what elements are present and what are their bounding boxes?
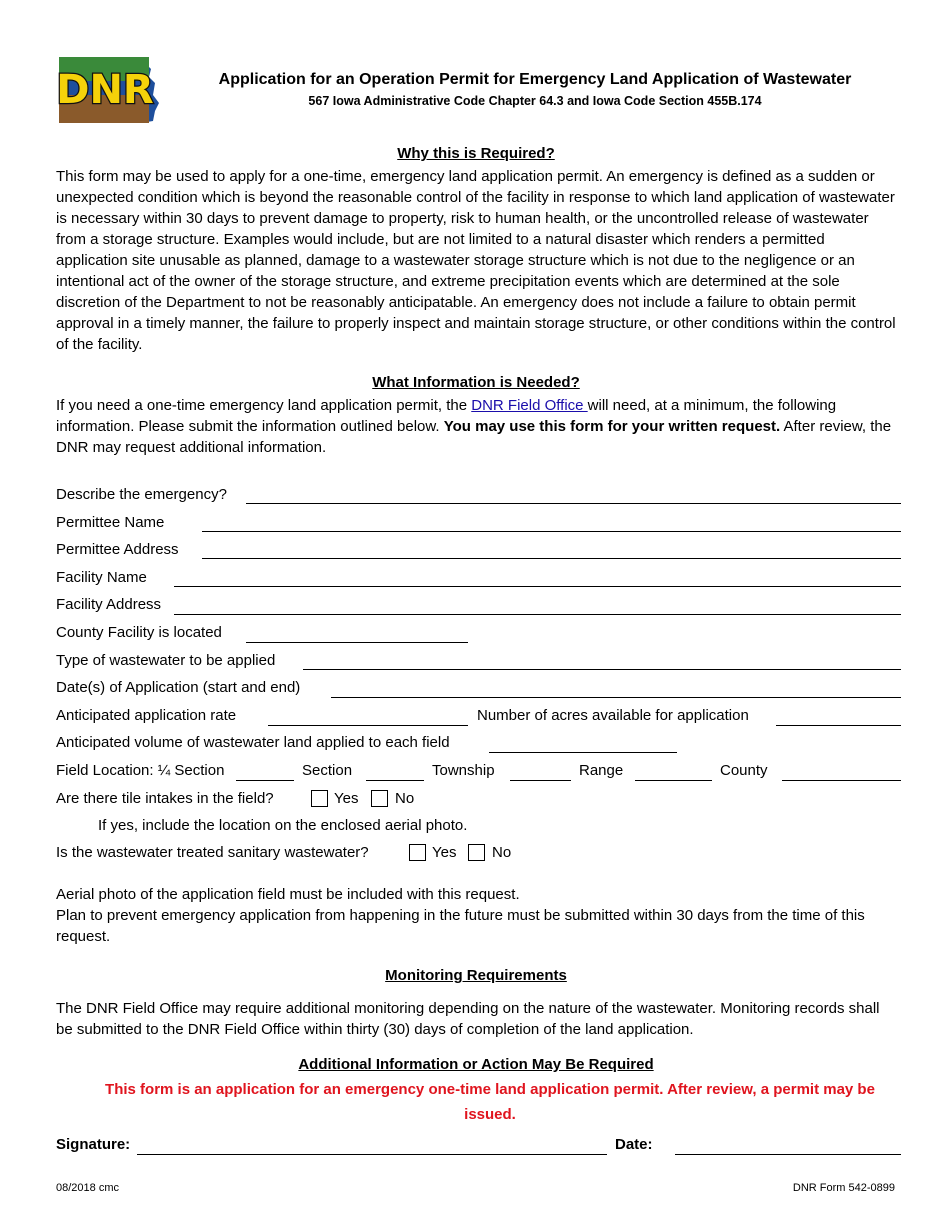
additional-heading: Additional Information or Action May Be Required bbox=[298, 1056, 654, 1073]
dnr-logo bbox=[55, 55, 161, 125]
monitoring-body: The DNR Field Office may require additional monitoring depending on the nature of the wastewater. Monitoring records shall be submitted to the DNR Field Office within thirty (30) days of completion of the land application. bbox=[56, 1000, 880, 1038]
why-body: This form may be used to apply for a one-time, emergency land application permit. An emergency is defined as a sudden or unexpected condition which is beyond the reasonable control of the facility in response to which land application of wastewater is necessary within 30 days to prevent damage to property, risk to human health, or the uncontrolled release of wastewater from a storage structure. Examples would include, but are not limited to a natural disaster which renders a permitted application site unusable as planned, damage to a wastewater storage structure which is not due to the negligence or an intentional act of the owner of the storage structure, and extreme precipitation events which are determined at the sole discretion of the Department to not be reasonably anticipatable. An emergency does not include a failure to obtain permit approval in a timely manner, the failure to properly inspect and maintain storage structure, or other conditions within the control of the facility. bbox=[56, 168, 896, 353]
county-field[interactable] bbox=[782, 780, 901, 781]
volume-label: Anticipated volume of wastewater land applied to each field bbox=[56, 734, 450, 751]
plan-note: Plan to prevent emergency application from happening in the future must be submitted within 30 days from the time of this request. bbox=[56, 907, 865, 945]
footer-date: 08/2018 cmc bbox=[56, 1182, 119, 1194]
footer-form-number: DNR Form 542-0899 bbox=[792, 1182, 895, 1194]
acres-label: Number of acres available for application bbox=[477, 707, 749, 724]
tile-intakes-no-label: No bbox=[395, 790, 415, 807]
page-subtitle: 567 Iowa Administrative Code Chapter 64.3 and Iowa Code Section 455B.174 bbox=[308, 94, 762, 108]
signature-field[interactable] bbox=[137, 1154, 607, 1155]
section-label: Section bbox=[302, 762, 353, 779]
range-field[interactable] bbox=[635, 780, 712, 781]
tile-intakes-yes-label: Yes bbox=[334, 790, 359, 807]
permittee-address-label: Permittee Address bbox=[56, 541, 179, 558]
acres-field[interactable] bbox=[776, 725, 901, 726]
treated-yes-label: Yes bbox=[432, 844, 457, 861]
county-label: County bbox=[720, 762, 768, 779]
facility-name-field[interactable] bbox=[174, 586, 901, 587]
additional-warning: This form is an application for an emergency one-time land application permit. After review, a permit may be issued. bbox=[105, 1081, 875, 1123]
aerial-note: Aerial photo of the application field must be included with this request. bbox=[56, 886, 520, 903]
wastewater-type-field[interactable] bbox=[303, 669, 901, 670]
facility-address-field[interactable] bbox=[174, 614, 901, 615]
app-rate-field[interactable] bbox=[268, 725, 468, 726]
why-heading: Why this is Required? bbox=[397, 145, 555, 162]
volume-field[interactable] bbox=[489, 752, 677, 753]
what-heading: What Information is Needed? bbox=[372, 374, 580, 391]
permittee-address-field[interactable] bbox=[202, 558, 901, 559]
facility-address-label: Facility Address bbox=[56, 596, 162, 613]
what-body: If you need a one-time emergency land application permit, the DNR Field Office will need, at a minimum, the following information. Please submit the information outlined below. You may use this form for your written request. After review, the DNR may request additional information. bbox=[56, 397, 892, 456]
date-label: Date: bbox=[615, 1136, 653, 1153]
township-label: Township bbox=[432, 762, 495, 779]
monitoring-heading: Monitoring Requirements bbox=[385, 967, 567, 984]
tile-intakes-no-checkbox[interactable] bbox=[371, 790, 388, 807]
wastewater-type-label: Type of wastewater to be applied bbox=[56, 652, 276, 669]
treated-no-checkbox[interactable] bbox=[468, 844, 485, 861]
dnr-field-office-link[interactable]: DNR Field Office bbox=[471, 397, 588, 414]
signature-label: Signature: bbox=[56, 1136, 131, 1153]
tile-intakes-label: Are there tile intakes in the field? bbox=[56, 790, 274, 807]
treated-label: Is the wastewater treated sanitary wastewater? bbox=[56, 844, 369, 861]
township-field[interactable] bbox=[510, 780, 571, 781]
county-facility-label: County Facility is located bbox=[56, 624, 222, 641]
quarter-section-label: Field Location: ¼ Section bbox=[56, 762, 225, 779]
logo-text: DNR bbox=[56, 67, 154, 113]
permittee-name-field[interactable] bbox=[202, 531, 901, 532]
treated-no-label: No bbox=[492, 844, 512, 861]
county-facility-field[interactable] bbox=[246, 642, 468, 643]
treated-yes-checkbox[interactable] bbox=[409, 844, 426, 861]
range-label: Range bbox=[579, 762, 624, 779]
section-field[interactable] bbox=[366, 780, 424, 781]
tile-note: If yes, include the location on the enclosed aerial photo. bbox=[98, 817, 468, 834]
quarter-section-field[interactable] bbox=[236, 780, 294, 781]
app-rate-label: Anticipated application rate bbox=[56, 707, 237, 724]
dates-field[interactable] bbox=[331, 697, 901, 698]
page-title: Application for an Operation Permit for Emergency Land Application of Wastewater bbox=[218, 71, 852, 88]
date-field[interactable] bbox=[675, 1154, 901, 1155]
describe-emergency-field[interactable] bbox=[246, 503, 901, 504]
facility-name-label: Facility Name bbox=[56, 569, 147, 586]
describe-emergency-label: Describe the emergency? bbox=[56, 486, 227, 503]
dates-label: Date(s) of Application (start and end) bbox=[56, 679, 301, 696]
tile-intakes-yes-checkbox[interactable] bbox=[311, 790, 328, 807]
permittee-name-label: Permittee Name bbox=[56, 514, 165, 531]
